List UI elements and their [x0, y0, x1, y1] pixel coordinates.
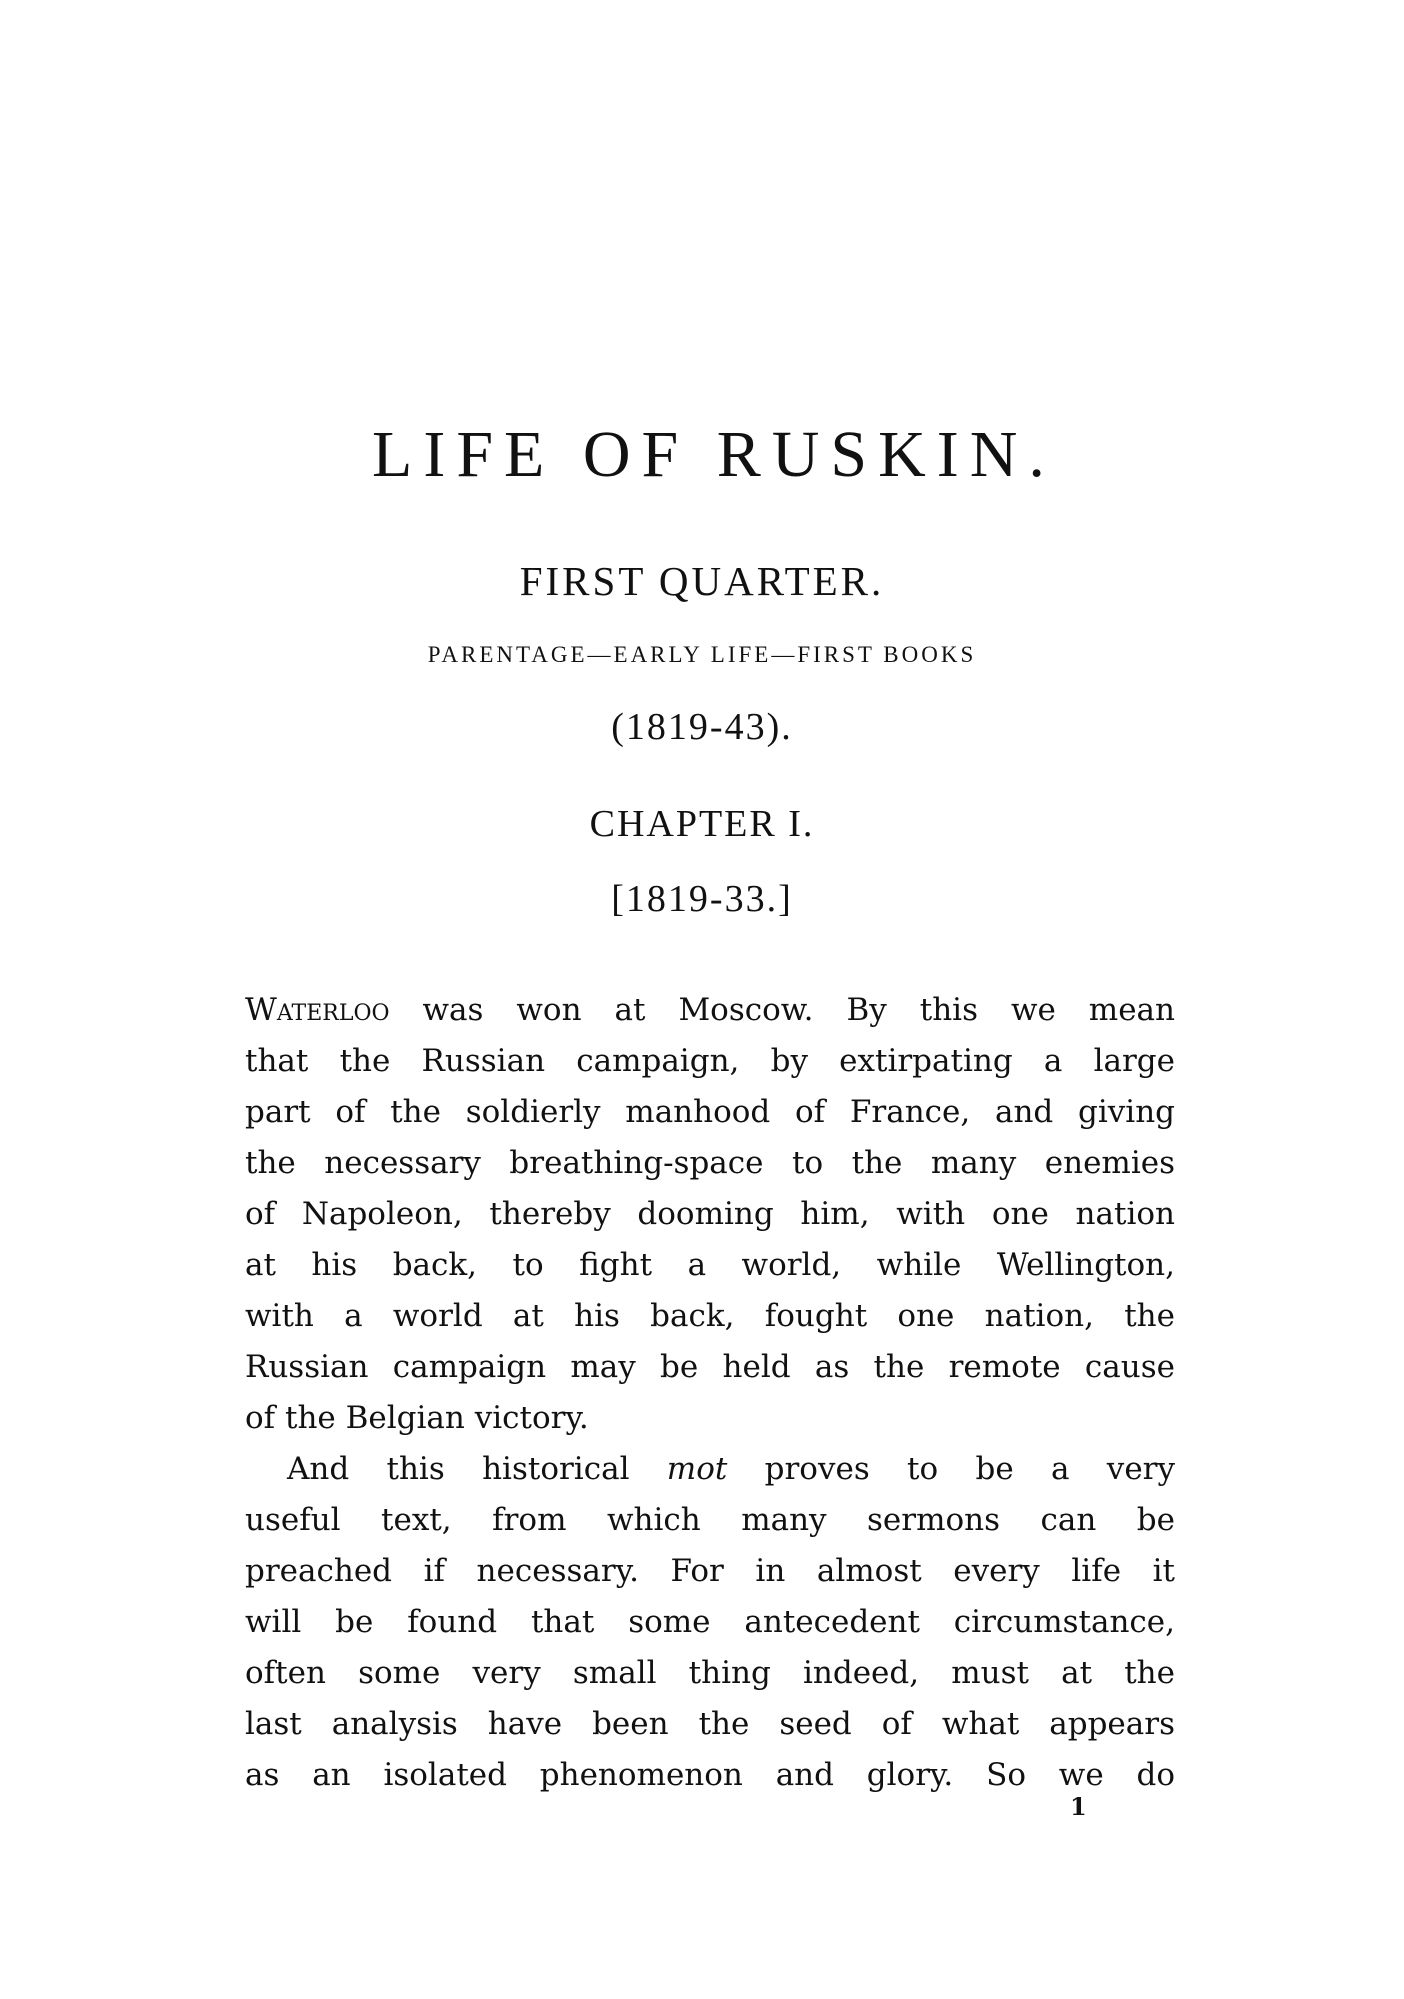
italic-word: mot — [666, 1451, 728, 1487]
text-line: at his back, to fight a world, while Wellington, — [245, 1247, 1175, 1283]
part-subtitle: PARENTAGE—EARLY LIFE—FIRST BOOKS — [427, 642, 977, 667]
text-line: of Napoleon, thereby dooming him, with one nation — [245, 1196, 1175, 1232]
text-line: Waterloo was won at Moscow. By this we mean — [245, 992, 1175, 1028]
text-line: will be found that some antecedent circumstance, — [245, 1604, 1175, 1640]
text-line: the necessary breathing-space to the many enemies — [245, 1145, 1175, 1181]
text-line: useful text, from which many sermons can be — [245, 1502, 1175, 1538]
text-line: that the Russian campaign, by extirpating a large — [245, 1043, 1175, 1079]
chapter-years: [1819-33.] — [611, 878, 793, 920]
chapter-title: CHAPTER I. — [589, 803, 815, 845]
text-line: last analysis have been the seed of what appears — [245, 1706, 1175, 1742]
text-line: as an isolated phenomenon and glory. So we do — [245, 1757, 1175, 1793]
page-number: 1 — [1070, 1792, 1087, 1821]
text-line: And this historical mot proves to be a very — [287, 1451, 1175, 1487]
text-line: Russian campaign may be held as the remote cause — [245, 1349, 1175, 1385]
part-title: FIRST QUARTER. — [519, 558, 885, 604]
part-years: (1819-43). — [611, 706, 793, 748]
text-line: with a world at his back, fought one nation, the — [245, 1298, 1175, 1334]
body-text — [245, 985, 1175, 1801]
book-title: LIFE OF RUSKIN. — [372, 418, 1056, 491]
text-line: often some very small thing indeed, must at the — [245, 1655, 1175, 1691]
opening-word: Waterloo — [245, 992, 390, 1028]
text-line: of the Belgian victory. — [245, 1400, 589, 1436]
text-line: preached if necessary. For in almost every life it — [245, 1553, 1175, 1589]
text-line: part of the soldierly manhood of France, and giving — [245, 1094, 1175, 1130]
